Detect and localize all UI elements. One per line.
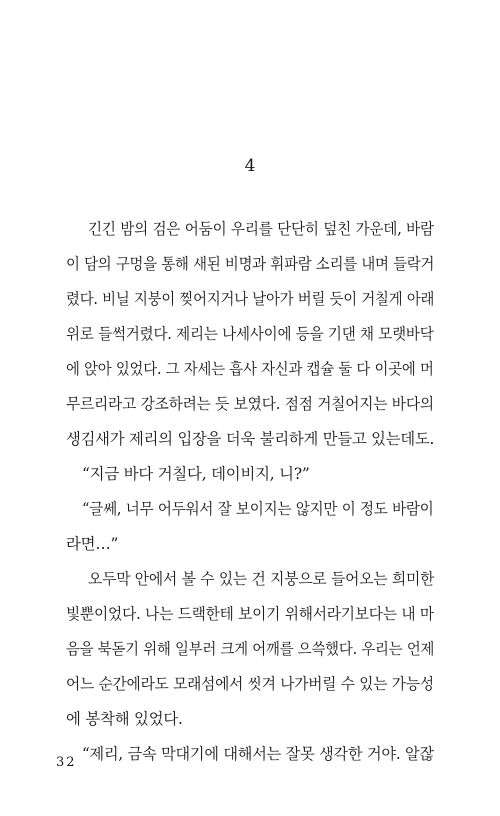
text-line: “지금 바다 거칠다, 데이비지, 니?” bbox=[82, 465, 310, 483]
text-line: 에 앉아 있었다. 그 자세는 흡사 자신과 캡슐 둘 다 이곳에 머 bbox=[66, 360, 434, 378]
text-line: 긴긴 밤의 검은 어둠이 우리를 단단히 덮친 가운데, 바람 bbox=[88, 220, 434, 238]
chapter-number: 4 bbox=[244, 156, 256, 176]
text-line: 이 담의 구멍을 통해 새된 비명과 휘파람 소리를 내며 들락거 bbox=[66, 255, 435, 273]
text-line: “제리, 금속 막대기에 대해서는 잘못 생각한 거야. 알잖 bbox=[82, 745, 434, 763]
page-number: 32 bbox=[56, 755, 77, 770]
text-line: 어느 순간에라도 모래섬에서 씻겨 나가버릴 수 있는 가능성 bbox=[66, 675, 434, 693]
text-line: 생김새가 제리의 입장을 더욱 불리하게 만들고 있는데도. bbox=[66, 430, 435, 448]
text-line: 위로 들썩거렸다. 제리는 나세사이에 등을 기댄 채 모랫바닥 bbox=[66, 325, 434, 343]
text-line: 에 봉착해 있었다. bbox=[66, 710, 183, 728]
text-line: 음을 북돋기 위해 일부러 크게 어깨를 으쓱했다. 우리는 언제 bbox=[66, 640, 435, 658]
text-line: 빛뿐이었다. 나는 드랙한테 보이기 위해서라기보다는 내 마 bbox=[66, 605, 434, 623]
text-line: 라면…” bbox=[66, 535, 119, 553]
text-line: “글쎄, 너무 어두워서 잘 보이지는 않지만 이 정도 바람이 bbox=[82, 500, 434, 518]
text-line: 오두막 안에서 볼 수 있는 건 지붕으로 들어오는 희미한 bbox=[88, 570, 435, 588]
text-line: 무르리라고 강조하려는 듯 보였다. 점점 거칠어지는 바다의 bbox=[66, 395, 434, 413]
text-line: 렸다. 비닐 지붕이 찢어지거나 날아가 버릴 듯이 거칠게 아래 bbox=[66, 290, 435, 308]
